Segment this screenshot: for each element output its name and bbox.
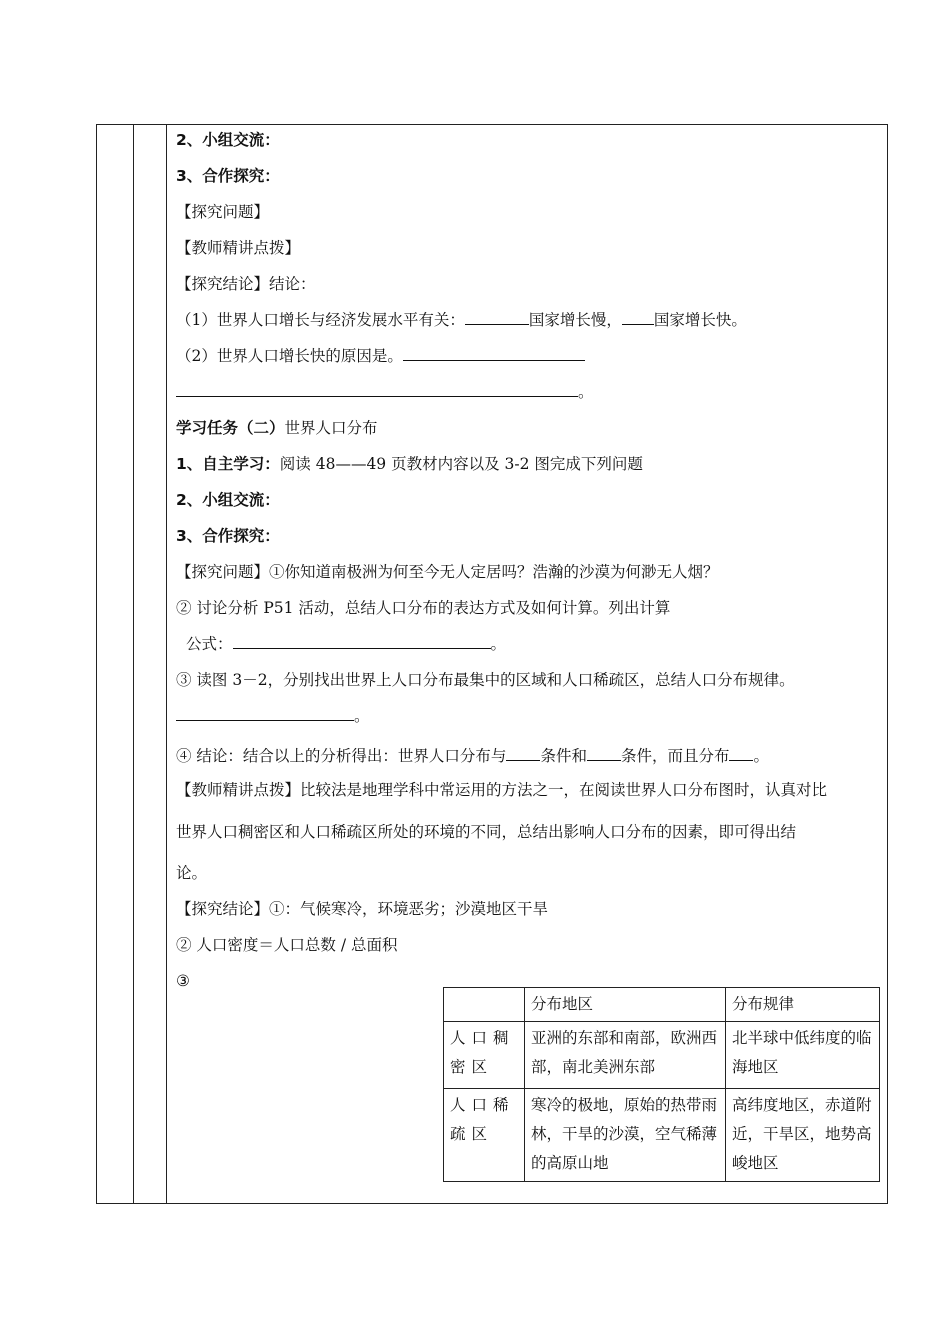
inquiry-question-2: ② 讨论分析 P51 活动，总结人口分布的表达方式及如何计算。列出计算 [176,599,671,617]
self-study-text: 阅读 48——49 页教材内容以及 3-2 图完成下列问题 [279,455,643,473]
column-divider-1 [133,124,134,1204]
blank-field[interactable] [176,706,354,721]
teacher-guidance-paragraph-2: 世界人口稠密区和人口稀疏区所处的环境的不同，总结出影响人口分布的因素，即可得出结 [176,823,797,841]
conclusion-1 [176,310,747,330]
table-cell: 寒冷的极地，原始的热带雨林，干旱的沙漠，空气稀薄的高原山地 [525,1089,726,1182]
table-header-cell [444,988,525,1022]
group-exchange-heading-2: 2、小组交流： [176,491,280,509]
period: 。 [490,635,507,653]
table-row [444,1089,880,1182]
table-cell: 亚洲的东部和南部，欧洲西部，南北美洲东部 [525,1022,726,1089]
column-divider-2 [166,124,167,1204]
conclusion-4-text-b: 条件和 [540,747,587,765]
period: 。 [753,747,769,765]
blank-field[interactable] [729,746,753,761]
table-cell: 人口稀疏区 [444,1089,525,1182]
conclusion-1-text-b: 国家增长慢， [528,311,622,329]
blank-field[interactable] [622,310,654,325]
inquiry-conclusion-3: ③ [176,972,190,990]
conclusion-4-text: ④ 结论：结合以上的分析得出：世界人口分布与 [176,747,507,765]
task-two-heading [176,418,378,438]
teacher-guidance-paragraph-3: 论。 [176,864,208,882]
self-study-line [176,454,643,474]
formula-label: 公式： [186,635,233,653]
table-cell: 高纬度地区，赤道附近，干旱区，地势高峻地区 [726,1089,880,1182]
period: 。 [354,707,370,725]
blank-field[interactable] [587,746,621,761]
blank-field[interactable] [233,634,491,649]
period: 。 [578,383,594,401]
table-row [444,1022,880,1089]
teacher-guidance-label: 【教师精讲点拨】 [176,239,301,257]
conclusion-4-text-c: 条件，而且分布 [620,747,730,765]
self-study-label: 1、自主学习： [176,455,280,473]
conclusion-1-text-c: 国家增长快。 [653,311,747,329]
distribution-rule-line [176,706,370,726]
inquiry-conclusion-label: 【探究结论】结论： [176,275,316,293]
blank-field[interactable] [465,310,529,325]
table-cell: 北半球中低纬度的临海地区 [726,1022,880,1089]
conclusion-2 [176,346,585,366]
blank-field[interactable] [506,746,540,761]
teacher-guidance-paragraph-1: 【教师精讲点拨】比较法是地理学科中常运用的方法之一，在阅读世界人口分布图时，认真对比 [176,781,828,799]
inquiry-conclusion-2: ② 人口密度＝人口总数 / 总面积 [176,936,398,954]
population-distribution-table [443,987,880,1182]
blank-field[interactable] [403,346,585,361]
task-two-label: 学习任务（二） [176,419,285,437]
table-header-cell: 分布规律 [726,988,880,1022]
cooperative-inquiry-heading-2: 3、合作探究： [176,527,280,545]
inquiry-question-label: 【探究问题】 [176,203,270,221]
task-two-title: 世界人口分布 [284,419,378,437]
conclusion-4 [176,746,769,766]
group-exchange-heading: 2、小组交流： [176,131,280,149]
conclusion-2-text: （2）世界人口增长快的原因是。 [176,347,403,365]
table-cell: 人口稠密区 [444,1022,525,1089]
conclusion-2-continuation [176,382,594,402]
conclusion-1-text: （1）世界人口增长与经济发展水平有关： [176,311,465,329]
blank-field[interactable] [176,382,578,397]
formula-line [186,634,506,654]
inquiry-question-1: 【探究问题】①你知道南极洲为何至今无人定居吗？浩瀚的沙漠为何渺无人烟？ [176,563,719,581]
cooperative-inquiry-heading: 3、合作探究： [176,167,280,185]
inquiry-question-3: ③ 读图 3－2，分别找出世界上人口分布最集中的区域和人口稀疏区，总结人口分布规律。 [176,671,795,689]
table-header-row [444,988,880,1022]
inquiry-conclusion-1: 【探究结论】①：气候寒冷，环境恶劣；沙漠地区干旱 [176,900,549,918]
table-header-cell: 分布地区 [525,988,726,1022]
